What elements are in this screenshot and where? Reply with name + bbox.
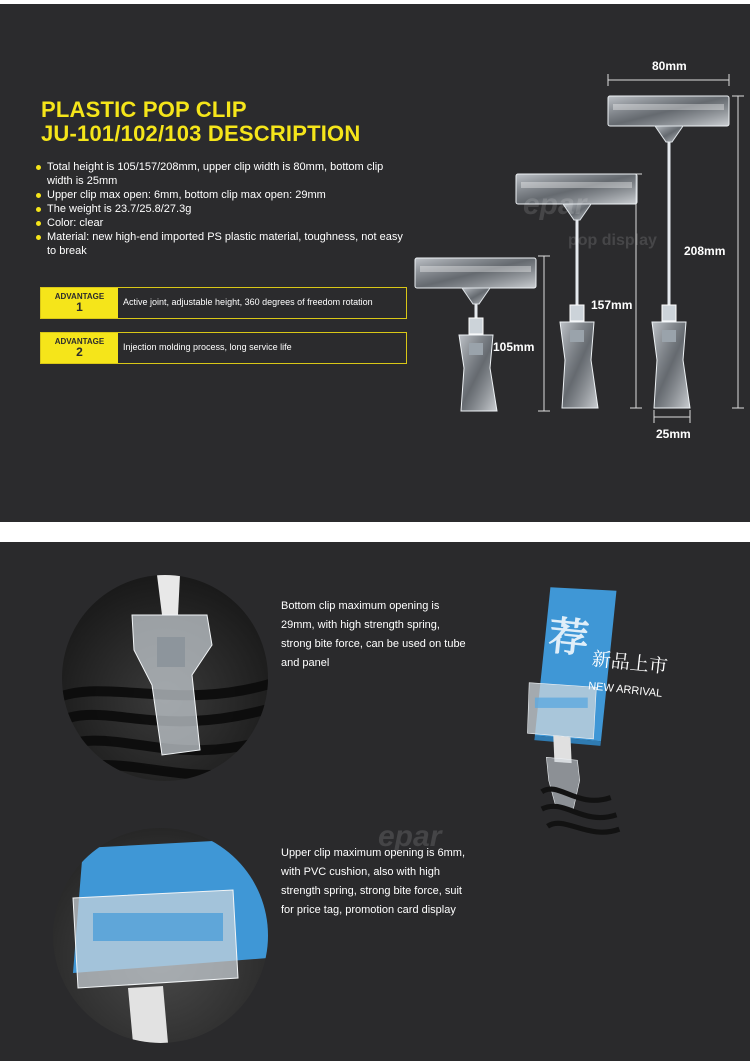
bullet-icon: [36, 193, 41, 198]
feature-item: Upper clip max open: 6mm, bottom clip max open: 29mm: [36, 188, 411, 202]
dimension-bottom-width: 25mm: [656, 427, 691, 441]
upper-clip-description: Upper clip maximum opening is 6mm, with PVC cushion, also with high strength spring, strong bite force, suit for price tag, promotion card display: [281, 847, 466, 916]
advantage-tag: ADVANTAGE 1: [41, 288, 118, 318]
brand-watermark: epar: [523, 188, 587, 221]
dimension-height-small: 105mm: [493, 340, 535, 354]
bullet-icon: [36, 207, 41, 212]
bottom-clip-closeup: [62, 575, 268, 781]
advantage-text: Injection molding process, long service life: [123, 342, 292, 352]
feature-item: Total height is 105/157/208mm, upper clip width is 80mm, bottom clip width is 25mm: [36, 160, 411, 188]
sign-char: 荐: [546, 613, 591, 663]
bullet-icon: [36, 165, 41, 170]
upper-clip-closeup: [53, 828, 268, 1043]
bullet-icon: [36, 221, 41, 226]
bottom-clip-description: Bottom clip maximum opening is 29mm, with high strength spring, strong bite force, can be used on tube and panel: [281, 600, 466, 669]
brand-watermark: epar: [378, 820, 442, 853]
advantage-box-1: [40, 287, 407, 319]
bullet-icon: [36, 235, 41, 240]
clip-small: [415, 258, 536, 411]
brand-watermark-sub: pop display: [568, 232, 657, 249]
advantage-box-2: [40, 332, 407, 364]
dimension-top-width: 80mm: [652, 59, 687, 73]
dimension-height-large: 208mm: [684, 244, 726, 258]
advantage-text: Active joint, adjustable height, 360 degrees of freedom rotation: [123, 297, 373, 307]
advantage-tag: ADVANTAGE 2: [41, 333, 118, 363]
dimension-height-medium: 157mm: [591, 298, 633, 312]
sign-cn-text: 新品上市: [590, 648, 669, 678]
feature-item: Material: new high-end imported PS plastic material, toughness, not easy to break: [36, 230, 411, 258]
feature-list: [36, 160, 411, 258]
sign-en-text: NEW ARRIVAL: [587, 680, 663, 700]
feature-item: Color: clear: [36, 216, 411, 230]
product-subtitle: JU-101/102/103 DESCRIPTION: [41, 121, 361, 146]
product-title: PLASTIC POP CLIP: [41, 97, 247, 122]
feature-item: The weight is 23.7/25.8/27.3g: [36, 202, 411, 216]
